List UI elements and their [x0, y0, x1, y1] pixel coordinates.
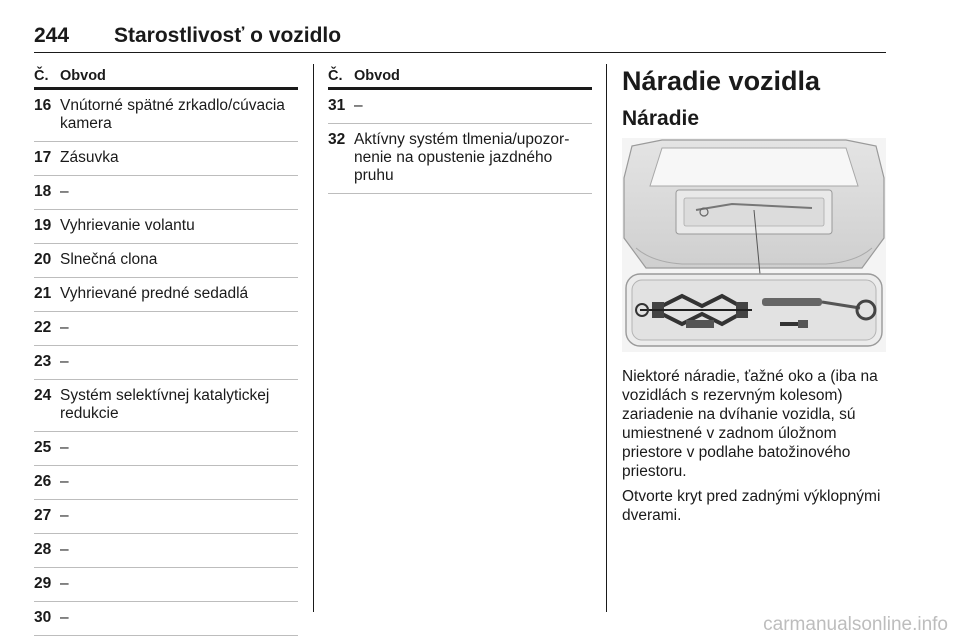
column-divider-1 — [313, 64, 314, 612]
section-subheading: Náradie — [622, 107, 700, 130]
tools-illustration — [622, 138, 886, 352]
paragraph: Niektoré náradie, ťažné oko a (iba na vozidlách s rezervným kolesom) zariadenie na dvíhanie vozidla, sú umiestnené v zadnom úložnom priestore v podlahe batožinového priestoru. — [622, 368, 878, 480]
table-row — [34, 244, 298, 278]
column-divider-2 — [606, 64, 607, 612]
column-header-circuit: Obvod — [354, 68, 400, 84]
circuit-name: Aktívny systém tlmenia/upozor-nenie na opustenie jazdného pruhu — [354, 131, 570, 184]
fuse-number: 30 — [34, 609, 52, 626]
table-row — [34, 312, 298, 346]
table-row — [34, 346, 298, 380]
table-row — [34, 568, 298, 602]
circuit-name: – — [60, 183, 69, 200]
column-header-number: Č. — [34, 68, 49, 84]
section-heading: Náradie vozidla — [622, 66, 821, 96]
circuit-name: Slnečná clona — [60, 251, 158, 268]
circuit-name: – — [60, 609, 69, 626]
table-header — [34, 64, 298, 90]
circuit-name: Zásuvka — [60, 149, 119, 166]
circuit-name: – — [60, 575, 69, 592]
fuse-number: 27 — [34, 507, 52, 524]
circuit-name: Vyhrievané predné sedadlá — [60, 285, 249, 302]
table-row — [34, 210, 298, 244]
table-row — [34, 176, 298, 210]
table-row — [34, 90, 298, 142]
fuse-table-1 — [34, 64, 298, 636]
circuit-name: – — [354, 97, 363, 114]
fuse-number: 24 — [34, 387, 52, 404]
fuse-number: 18 — [34, 183, 52, 200]
table-row — [328, 90, 592, 124]
watermark: carmanualsonline.info — [763, 614, 948, 635]
header-rule — [34, 52, 886, 53]
table-row — [34, 534, 298, 568]
fuse-number: 21 — [34, 285, 52, 302]
table-row — [34, 142, 298, 176]
fuse-number: 32 — [328, 131, 346, 148]
table-row — [34, 380, 298, 432]
table-row — [34, 500, 298, 534]
table-row — [328, 124, 592, 194]
paragraph: Otvorte kryt pred zadnými výklopnými dverami. — [622, 488, 881, 524]
circuit-name: – — [60, 473, 69, 490]
circuit-name: – — [60, 507, 69, 524]
table-row — [34, 466, 298, 500]
fuse-number: 17 — [34, 149, 52, 166]
page-number: 244 — [34, 24, 70, 47]
circuit-name: – — [60, 319, 69, 336]
table-row — [34, 602, 298, 636]
fuse-table-2 — [328, 64, 592, 194]
circuit-name: – — [60, 541, 69, 558]
circuit-name: – — [60, 439, 69, 456]
fuse-number: 23 — [34, 353, 52, 370]
table-header — [328, 64, 592, 90]
fuse-number: 28 — [34, 541, 52, 558]
column-header-circuit: Obvod — [60, 68, 106, 84]
fuse-number: 16 — [34, 97, 52, 114]
fuse-number: 29 — [34, 575, 52, 592]
fuse-number: 31 — [328, 97, 346, 114]
circuit-name: Vyhrievanie volantu — [60, 217, 195, 234]
page-title: Starostlivosť o vozidlo — [114, 24, 342, 47]
fuse-number: 22 — [34, 319, 52, 336]
fuse-number: 19 — [34, 217, 52, 234]
page-header — [34, 24, 886, 54]
table-row — [34, 278, 298, 312]
circuit-name: – — [60, 353, 69, 370]
fuse-number: 26 — [34, 473, 52, 490]
circuit-name: Systém selektívnej katalytickej redukcie — [60, 387, 270, 422]
column-header-number: Č. — [328, 68, 343, 84]
fuse-number: 20 — [34, 251, 52, 268]
fuse-number: 25 — [34, 439, 52, 456]
table-row — [34, 432, 298, 466]
circuit-name: Vnútorné spätné zrkadlo/cúvacia kamera — [60, 97, 285, 132]
tools-section — [622, 64, 886, 525]
